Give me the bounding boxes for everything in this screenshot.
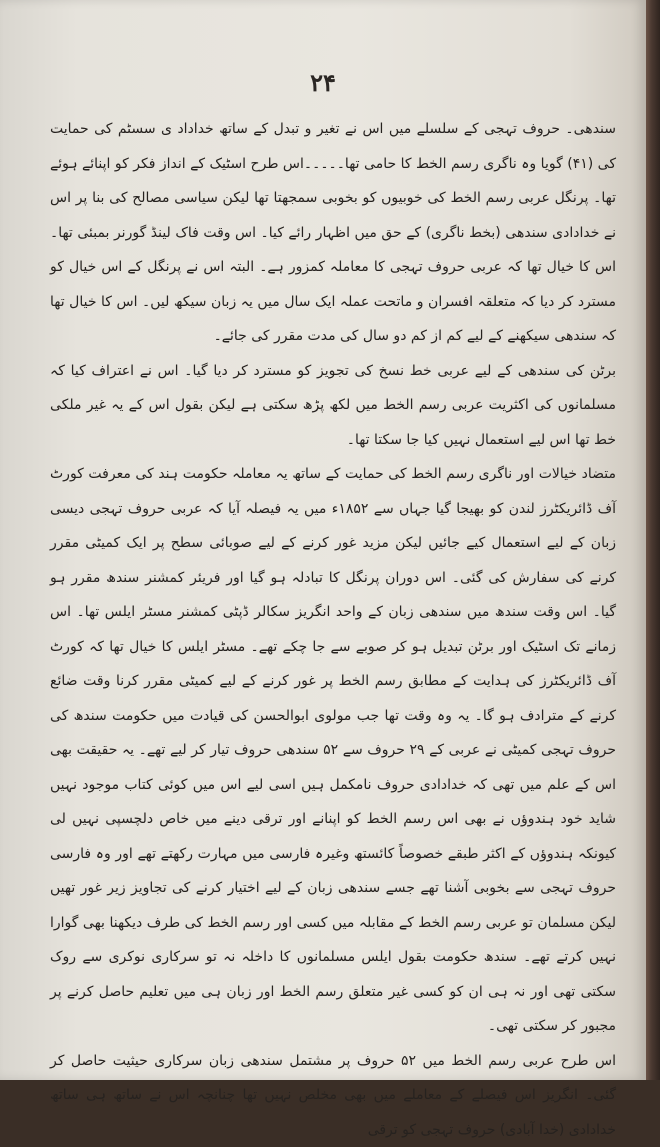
book-edge [646, 0, 660, 1080]
paragraph-4: اس طرح عربی رسم الخط میں ۵۲ حروف پر مشتمل سندھی زبان سرکاری حیثیت حاصل کر گئی۔ انگریز اس فیصلے کے معاملے میں بھی مخلص نہیں تھا چنانچہ اس نے ساتھ ہی ساتھ خدادادی (خدا آبادی) حروف تہجی کو ترقی [50, 1044, 616, 1147]
paragraph-1: سندھی۔ حروف تہجی کے سلسلے میں اس نے تغیر و تبدل کے ساتھ خداداد ی سسٹم کی حمایت کی (۴۱) گویا وہ ناگری رسم الخط کا حامی تھا۔۔۔۔۔اس طرح اسٹیک کے انداز فکر کو اپنائے ہوئے تھا۔ پرنگل عربی رسم الخط کی خوبیوں کو بخوبی سمجھتا تھا لیکن سیاسی مصالح کی بنا پر اس نے خدادادی سندھی (بخط ناگری) کے حق میں اظہار رائے کیا۔ اس وقت فاک لینڈ گورنر بمبئی تھا۔ اس کا خیال تھا کہ عربی حروف تہجی کا معاملہ کمزور ہے۔ البتہ اس نے پرنگل کے اس خیال کو مسترد کر دیا کہ متعلقہ افسران و ماتحت عملہ ایک سال میں یہ زبان سیکھ لیں۔ اس کا خیال تھا کہ سندھی سیکھنے کے لیے کم از کم دو سال کی مدت مقرر کی جائے۔ [50, 112, 616, 354]
paragraph-2: برٹن کی سندھی کے لیے عربی خط نسخ کی تجویز کو مسترد کر دیا گیا۔ اس نے اعتراف کیا کہ مسلمانوں کی اکثریت عربی رسم الخط میں لکھ پڑھ سکتی ہے لیکن بقول اس کے یہ غیر ملکی خط تھا اس لیے استعمال نہیں کیا جا سکتا تھا۔ [50, 354, 616, 458]
paragraph-3: متضاد خیالات اور ناگری رسم الخط کی حمایت کے ساتھ یہ معاملہ حکومت ہند کی معرفت کورٹ آف ڈائریکٹرز لندن کو بھیجا گیا جہاں سے ۱۸۵۲ء میں یہ فیصلہ آیا کہ عربی حروف تہجی دیسی زبان کے لیے استعمال کیے جائیں لیکن مزید غور کرنے کے لیے صوبائی سطح پر ایک کمیٹی مقرر کرنے کی سفارش کی گئی۔ اس دوران پرنگل کا تبادلہ ہو گیا اور فریئر کمشنر سندھ مقرر ہو گیا۔ اس وقت سندھ میں سندھی زبان کے واحد انگریز سکالر ڈپٹی کمشنر مسٹر ایلس تھا۔ اس زمانے تک اسٹیک اور برٹن تبدیل ہو کر صوبے سے جا چکے تھے۔ مسٹر ایلس کا خیال تھا کہ کورٹ آف ڈائریکٹرز کی ہدایت کے مطابق رسم الخط پر غور کرنے کے لیے کمیٹی مقرر کرنا وقت ضائع کرنے کے مترادف ہو گا۔ یہ وہ وقت تھا جب مولوی ابوالحسن کی قیادت میں حکومت سندھ کی حروف تہجی کمیٹی نے عربی کے ۲۹ حروف سے ۵۲ سندھی حروف تیار کر لیے تھے۔ یہ حقیقت بھی اس کے علم میں تھی کہ خدادادی حروف نامکمل ہیں اسی لیے اس میں کوئی کتاب موجود نہیں شاید خود ہندوؤں نے بھی اس رسم الخط کو اپنانے اور ترقی دینے میں خاص دلچسپی نہیں لی کیونکہ ہندوؤں کے اکثر طبقے خصوصاً کائستھ وغیرہ فارسی میں مہارت رکھتے تھے اور وہ فارسی حروف تہجی سے بخوبی آشنا تھے جسے سندھی زبان کے لیے اختیار کرنے کی تجاویز زیر غور تھیں لیکن مسلمان تو عربی رسم الخط کے مقابلہ میں کسی اور رسم الخط کی طرف دیکھنا بھی گوارا نہیں کرتے تھے۔ سندھ حکومت بقول ایلس مسلمانوں کا داخلہ نہ تو سرکاری نوکری سے روک سکتی تھی اور نہ ہی ان کو کسی غیر متعلق رسم الخط اور زبان ہی میں تعلیم حاصل کرنے پر مجبور کر سکتی تھی۔ [50, 457, 616, 1044]
page-number: ۲۴ [0, 68, 646, 97]
page-body [50, 112, 616, 1147]
